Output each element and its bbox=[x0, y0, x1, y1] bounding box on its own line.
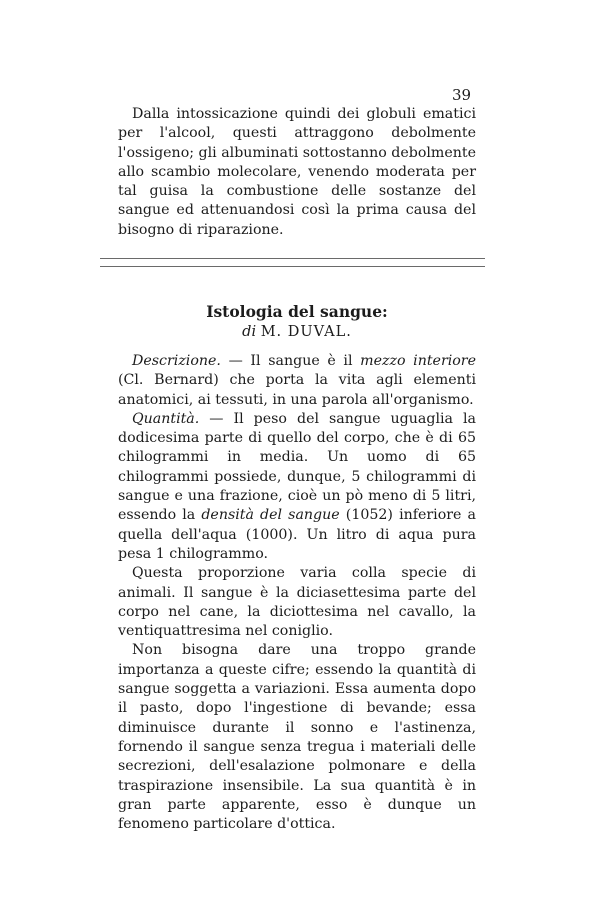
label-quantita: Quantità. bbox=[132, 410, 200, 427]
section-author bbox=[118, 322, 476, 342]
label-descrizione: Descrizione. bbox=[132, 353, 221, 369]
paragraph-proporzione: Questa proporzione varia colla specie di animali. Il sangue è la diciasettesima parte del corpo nel cane, la diciottesima nel cavallo, la ventiquattresima nel coniglio. bbox=[118, 565, 476, 640]
descrizione-italic: mezzo interiore bbox=[360, 353, 476, 369]
descrizione-text-b: (Cl. Bernard) che porta la vita agli elementi anatomici, ai tessuti, in una parola all'organismo. bbox=[118, 372, 476, 408]
quantita-italic: densità del sangue bbox=[201, 507, 340, 524]
page-number: 39 bbox=[452, 86, 472, 104]
paragraph-quantita bbox=[118, 410, 476, 564]
quantita-text-b: (1052) inferiore a quella dell'aqua (1000). Un litro di aqua pura pesa 1 chilogrammo. bbox=[118, 507, 476, 562]
descrizione-text-a: — Il sangue è il bbox=[220, 353, 361, 369]
author-name: M. DUVAL. bbox=[260, 324, 352, 340]
paragraph-descrizione bbox=[118, 352, 476, 410]
section-divider bbox=[100, 258, 485, 267]
intro-paragraph: Dalla intossicazione quindi dei globuli ematici per l'alcool, questi attraggono debolmente l'ossigeno; gli albuminati sottostanno debolmente allo scambio molecolare, venendo moderata per tal guisa la combustione delle sostanze del sangue ed attenuandosi così la prima causa del bisogno di riparazione. bbox=[118, 106, 476, 238]
quantita-text-a: — Il peso del sangue uguaglia la dodicesima parte di quello del corpo, che è di 65 chilogrammi in media. Un uomo di 65 chilogrammi possiede, dunque, 5 chilogrammi di sangue e una frazione, cioè un pò meno di 5 litri, essendo la bbox=[118, 410, 476, 524]
section-title: Istologia del sangue: bbox=[206, 302, 388, 321]
author-prefix: di bbox=[242, 324, 257, 340]
paragraph-cifre: Non bisogna dare una troppo grande importanza a queste cifre; essendo la quantità di sangue soggetta a variazioni. Essa aumenta dopo il pasto, dopo l'ingestione di bevande; essa diminuisce durante il sonno e l'astinenza, fornendo il sangue senza tregua i materiali delle secrezioni, dell'esalazione polmonare e della traspirazione insensibile. La sua quantità è in gran parte apparente, esso è dunque un fenomeno particolare d'ottica. bbox=[118, 642, 476, 833]
intro-text-block bbox=[118, 105, 476, 240]
body-text-block bbox=[118, 352, 476, 834]
